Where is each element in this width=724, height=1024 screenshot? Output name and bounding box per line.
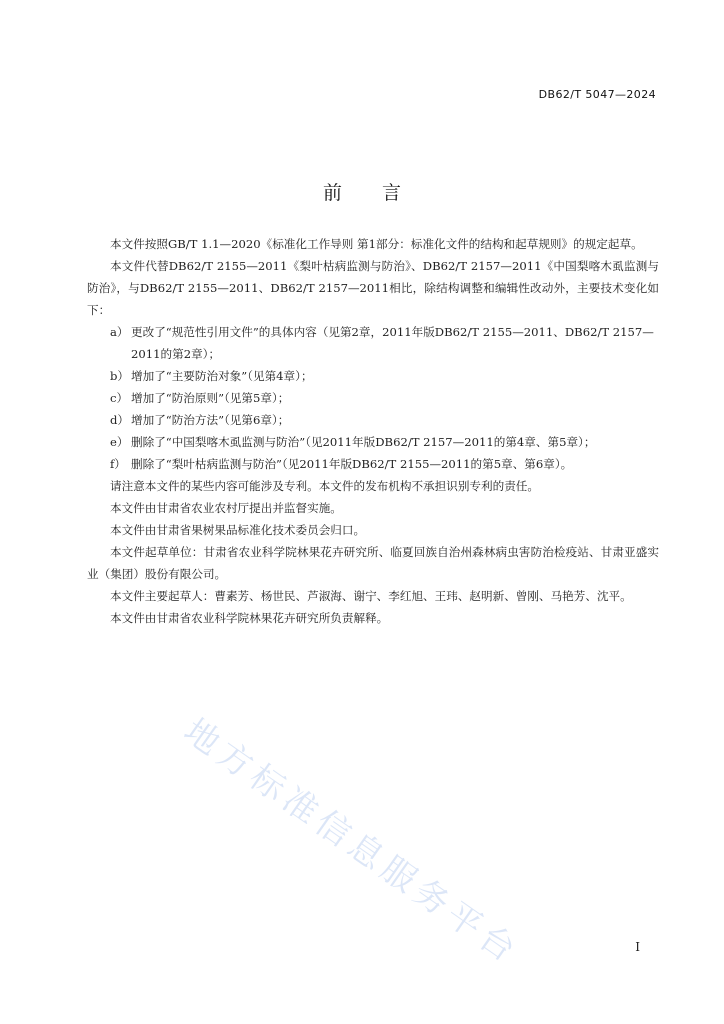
- list-item: [87, 431, 659, 453]
- paragraph-replacement: 本文件代替DB62/T 2155—2011《梨叶枯病监测与防治》、DB62/T 2157—2011《中国梨喀木虱监测与防治》，与DB62/T 2155—2011、DB62/T 2157—2011相比，除结构调整和编辑性改动外，主要技术变化如下：: [87, 259, 659, 317]
- list-item-tag: e）: [110, 435, 129, 449]
- list-item-tag: a）: [110, 325, 129, 339]
- list-item: [87, 387, 659, 409]
- change-list: [87, 321, 659, 475]
- paragraph-drafting-units: 本文件起草单位：甘肃省农业科学院林果花卉研究所、临夏回族自治州森林病虫害防治检疫站、甘肃亚盛实业（集团）股份有限公司。: [87, 545, 659, 581]
- list-item-text: 删除了“梨叶枯病监测与防治”（见2011年版DB62/T 2155—2011的第5章、第6章）。: [131, 457, 573, 471]
- paragraph-committee: 本文件由甘肃省果树果品标准化技术委员会归口。: [110, 523, 366, 537]
- list-item-tag: b）: [110, 369, 130, 383]
- document-body: [87, 233, 659, 629]
- list-item-text: 删除了“中国梨喀木虱监测与防治”（见2011年版DB62/T 2157—2011的第4章、第5章）；: [131, 435, 596, 449]
- page-number: I: [635, 940, 640, 954]
- list-item: [87, 365, 659, 387]
- list-item: [87, 453, 659, 475]
- paragraph-proposer: 本文件由甘肃省农业农村厅提出并监督实施。: [110, 501, 342, 515]
- list-item-tag: c）: [110, 391, 129, 405]
- watermark: 地方标准信息服务平台: [176, 710, 528, 974]
- list-item-tag: d）: [110, 413, 130, 427]
- paragraph-interpreter: 本文件由甘肃省农业科学院林果花卉研究所负责解释。: [110, 611, 389, 625]
- list-item-tag: f）: [110, 457, 126, 471]
- page-title: 前言: [322, 182, 441, 204]
- list-item-text: 增加了“主要防治对象”（见第4章）；: [131, 369, 313, 383]
- document-code: DB62/T 5047—2024: [538, 88, 656, 101]
- list-item-text: 增加了“防治原则”（见第5章）；: [131, 391, 290, 405]
- list-item: [87, 409, 659, 431]
- paragraph-patent-notice: 请注意本文件的某些内容可能涉及专利。本文件的发布机构不承担识别专利的责任。: [110, 479, 539, 493]
- list-item-text: 更改了“规范性引用文件”的具体内容（见第2章，2011年版DB62/T 2155—2011、DB62/T 2157—2011的第2章）；: [131, 325, 654, 361]
- list-item-text: 增加了“防治方法”（见第6章）；: [131, 413, 290, 427]
- list-item: [87, 321, 659, 365]
- paragraph-drafters: 本文件主要起草人：曹素芳、杨世民、芦淑海、谢宁、李红旭、王玮、赵明新、曾刚、马艳芳、沈平。: [110, 589, 632, 603]
- paragraph-drafting-rules: 本文件按照GB/T 1.1—2020《标准化工作导则 第1部分：标准化文件的结构和起草规则》的规定起草。: [110, 237, 643, 251]
